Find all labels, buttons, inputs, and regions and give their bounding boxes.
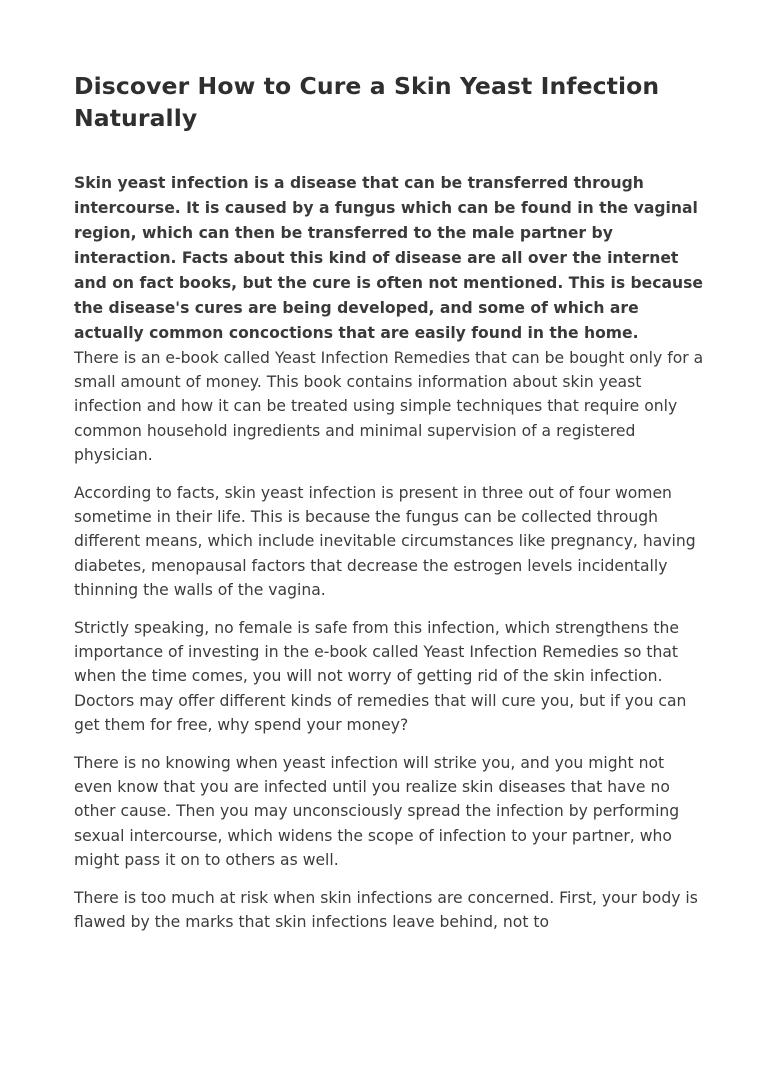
intro-paragraph: Skin yeast infection is a disease that can be transferred through intercourse. It is caused by a fungus which can be found in the vaginal region, which can then be transferred to the male partner by interaction. Facts about this kind of disease are all over the internet and on fact books, but the cure is often not mentioned. This is because the disease's cures are being developed, and some of which are actually common concoctions that are easily found in the home. — [74, 174, 703, 342]
body-paragraph-3: Strictly speaking, no female is safe from this infection, which strengthens the importance of investing in the e-book called Yeast Infection Remedies so that when the time comes, you will not worry of getting rid of the skin infection. Doctors may offer different kinds of remedies that will cure you, but if you can get them for free, why spend your money? — [74, 619, 687, 734]
body-paragraph-5: There is too much at risk when skin infections are concerned. First, your body is flawed by the marks that skin infections leave behind, not to — [74, 889, 698, 932]
body-paragraph-4: There is no knowing when yeast infection will strike you, and you might not even know that you are infected until you realize skin diseases that have no other cause. Then you may unconsciously spread the infection by performing sexual intercourse, which widens the scope of infection to your partner, who might pass it on to others as well. — [74, 754, 680, 869]
body-paragraph-2: According to facts, skin yeast infection is present in three out of four women sometime in their life. This is because the fungus can be collected through different means, which include inevitable circumstances like pregnancy, having diabetes, menopausal factors that decrease the estrogen levels incidentally thinning the walls of the vagina. — [74, 484, 696, 599]
body-paragraph-1: There is an e-book called Yeast Infection Remedies that can be bought only for a small amount of money. This book contains information about skin yeast infection and how it can be treated using simple techniques that require only common household ingredients and minimal supervision of a registered physician. — [74, 349, 704, 464]
document-title: Discover How to Cure a Skin Yeast Infection Naturally — [74, 72, 660, 132]
document-page — [74, 70, 704, 934]
